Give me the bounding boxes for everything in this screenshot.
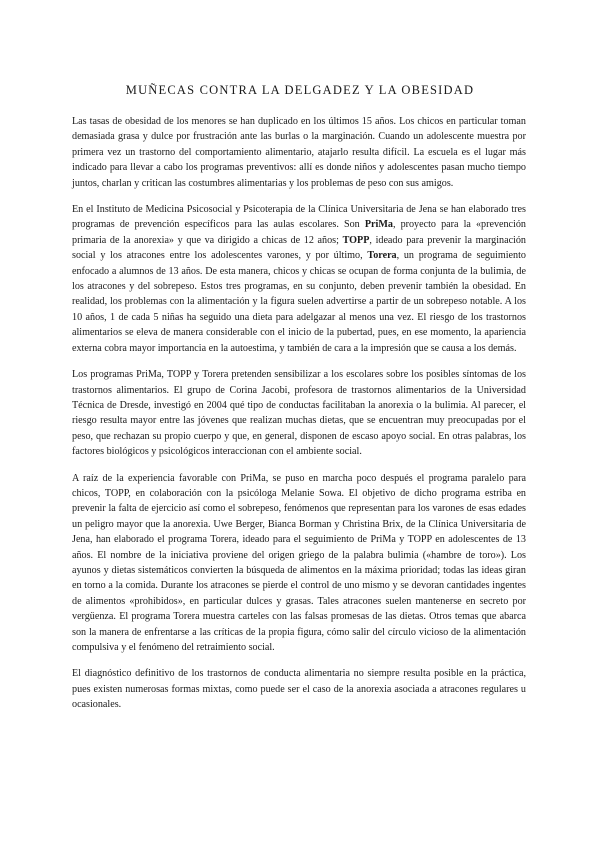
paragraph-5: El diagnóstico definitivo de los trastornos de conducta alimentaria no siempre resulta posible en la práctica, pues existen numerosas formas mixtas, como puede ser el caso de la anorexia asociada a atracones regulares u ocasionales. — [72, 668, 526, 711]
program-torera: Torera — [367, 250, 397, 262]
page-title: MUÑECAS CONTRA LA DELGADEZ Y LA OBESIDAD — [125, 83, 475, 97]
paragraph-4: A raíz de la experiencia favorable con PriMa, se puso en marcha poco después el programa paralelo para chicos, TOPP, en colaboración con la psicóloga Melanie Sowa. El objetivo de dicho programa estriba en prevenir la falta de ejercicio así como el sobrepeso, fenómenos que representan para los varones de esas edades un peligro mayor que la anorexia. Uwe Berger, Bianca Borman y Christina Brix, de la Clínica Universitaria de Jena, han elaborado el programa Torera, ideado para el seguimiento de PriMa y TOPP en adolescentes de 13 años. El nombre de la iniciativa proviene del origen griego de la palabra bulimia («hambre de toro»). Los ayunos y dietas sistemáticos convierten la búsqueda de alimentos en la máxima prioridad; todas las ideas giran en torno a la comida. Durante los atracones se pierde el control de uno mismo y se devoran cantidades ingentes de alimentos «prohibidos», en particular dulces y grasas. Tales atracones suelen mantenerse en secreto por vergüenza. El programa Torera muestra carteles con las falsas promesas de las dietas. Otros temas que abarca son la manera de enfrentarse a las críticas de la propia figura, cómo salir del círculo vicioso de la alimentación compulsiva y el fenómeno del retraimiento social. — [72, 472, 526, 653]
article-body — [72, 114, 526, 724]
program-prima: PriMa — [364, 219, 393, 231]
paragraph-2-text-a: En el Instituto de Medicina Psicosocial y Psicoterapia de la Clínica Universitaria de Jena se han elaborado tres programas de prevención específicos para las aulas escolares. Son — [72, 204, 526, 231]
paragraph-1: Las tasas de obesidad de los menores se han duplicado en los últimos 15 años. Los chicos en particular toman demasiada grasa y dulce por frustración ante las burlas o la marginación. Cuando un adolescente muestra por primera vez un trastorno del comportamiento alimentario, atajarlo resulta difícil. La escuela es el lugar más indicado para llevar a cabo los programas preventivos: allí es donde niños y adolescentes pasan mucho tiempo juntos, charlan y critican las costumbres alimentarias y los problemas de peso con sus amigos. — [72, 116, 526, 189]
paragraph-2-text-c: , ideado para prevenir la marginación social y los atracones entre los adolescentes varones, y por último, — [72, 234, 526, 262]
paragraph-2 — [72, 202, 526, 356]
program-topp: TOPP — [342, 234, 370, 246]
paragraph-3: Los programas PriMa, TOPP y Torera pretenden sensibilizar a los escolares sobre los posibles síntomas de los trastornos alimentarios. El grupo de Corina Jacobi, profesora de trastornos alimentarios de la Universidad Técnica de Dresde, investigó en 2004 qué tipo de conductas facilitaban la anorexia o la bulimia. Al parecer, el riesgo resulta mayor entre las jóvenes que realizan muchas dietas, que se encuentran muy preocupadas por el peso, que rechazan su propio cuerpo y que, en general, disponen de escaso apoyo social. En otras palabras, los factores biológicos y psicológicos interaccionan con el ambiente social. — [72, 369, 526, 458]
paragraph-2-text-d: , un programa de seguimiento enfocado a alumnos de 13 años. De esta manera, chicos y chicas se ocupan de forma conjunta de la bulimia, de los atracones y del sobrepeso. Estos tres programas, en su conjunto, deben prevenir también la obesidad. En realidad, los problemas con la alimentación y la figura suelen advertirse a partir de un sobrepeso notable. A los 10 años, 1 de cada 5 niñas ha seguido una dieta para adelgazar al menos una vez. El riesgo de los trastornos alimentarios se eleva de manera considerable con el inicio de la pubertad, pues, en ese momento, la apariencia externa cobra mayor importancia en la autoestima, y también de cara a la impresión que se causa a los demás. — [72, 250, 526, 354]
paragraph-2-text-b: , proyecto para la «prevención primaria de la anorexia» y que va dirigido a chicas de 12 años; — [72, 219, 526, 246]
